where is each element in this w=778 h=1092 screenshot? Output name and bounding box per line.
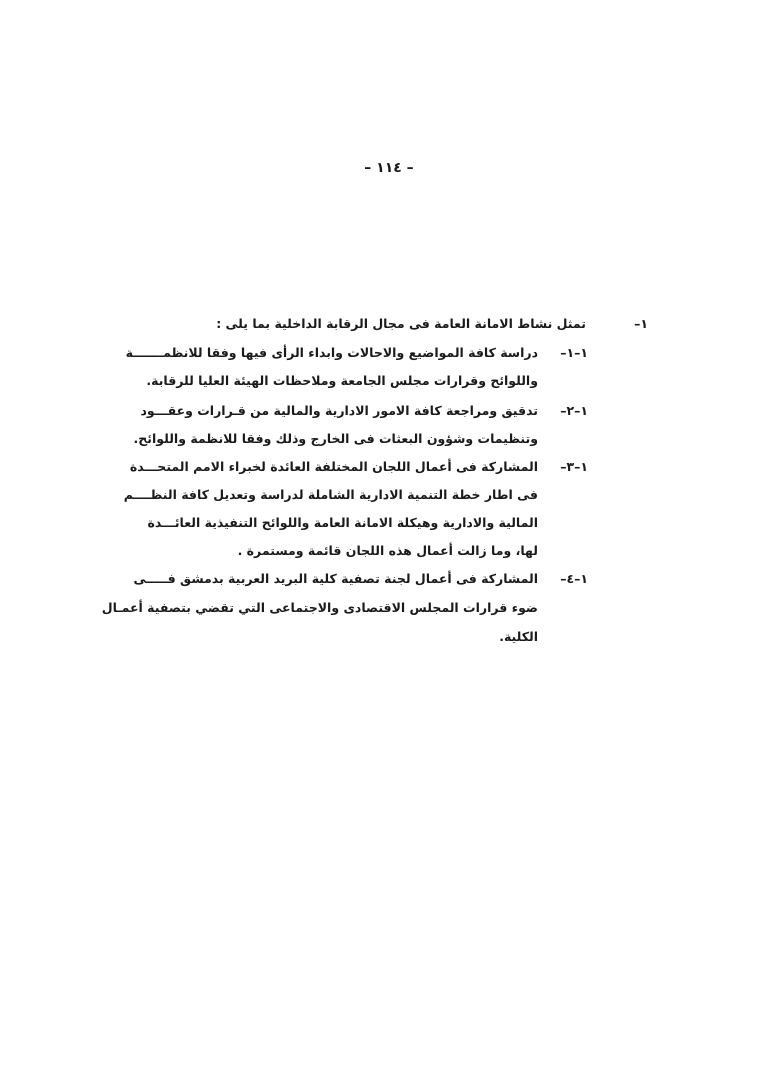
item-line: الكلية. (499, 629, 538, 644)
item-line: ضوء قرارات المجلس الاقتصادى والاجتماعى التي تقضي بتصفية أعمـال (101, 600, 538, 615)
item-line: المالية والادارية وهيكلة الامانة العامة واللوائح التنفيذية العائـــدة (147, 515, 538, 530)
section-number: ١– (634, 316, 648, 331)
item-line: المشاركة فى أعمال اللجان المختلفة العائدة لخبراء الامم المتحـــدة (129, 459, 538, 474)
section-heading: تمثل نشاط الامانة العامة فى مجال الرقابة الداخلية بما يلى : (216, 316, 586, 331)
item-number: ١–٤– (560, 571, 588, 586)
item-line: فى اطار خطة التنمية الادارية الشاملة لدراسة وتعديل كافة النظــــم (123, 487, 538, 502)
item-number: ١–١– (560, 345, 588, 360)
item-line: تدقيق ومراجعة كافة الامور الادارية والمالية من قـرارات وعقـــود (140, 403, 538, 418)
item-line: المشاركة فى أعمال لجنة تصفية كلية البريد العربية بدمشق فـــــى (133, 571, 538, 586)
item-line: وتنظيمات وشؤون البعثات فى الخارج وذلك وفقا للانظمة واللوائح. (133, 431, 538, 446)
item-line: لها، وما زالت أعمال هذه اللجان قائمة ومستمرة . (237, 543, 538, 558)
item-line: واللوائح وقرارات مجلس الجامعة وملاحظات الهيئة العليا للرقابة. (146, 373, 538, 388)
page-number: – ١١٤ – (364, 160, 414, 176)
item-number: ١–٢– (560, 403, 588, 418)
item-number: ١–٣– (560, 459, 588, 474)
item-line: دراسة كافة المواضيع والاحالات وابداء الرأى فيها وفقا للانظمـــــــة (125, 345, 538, 360)
